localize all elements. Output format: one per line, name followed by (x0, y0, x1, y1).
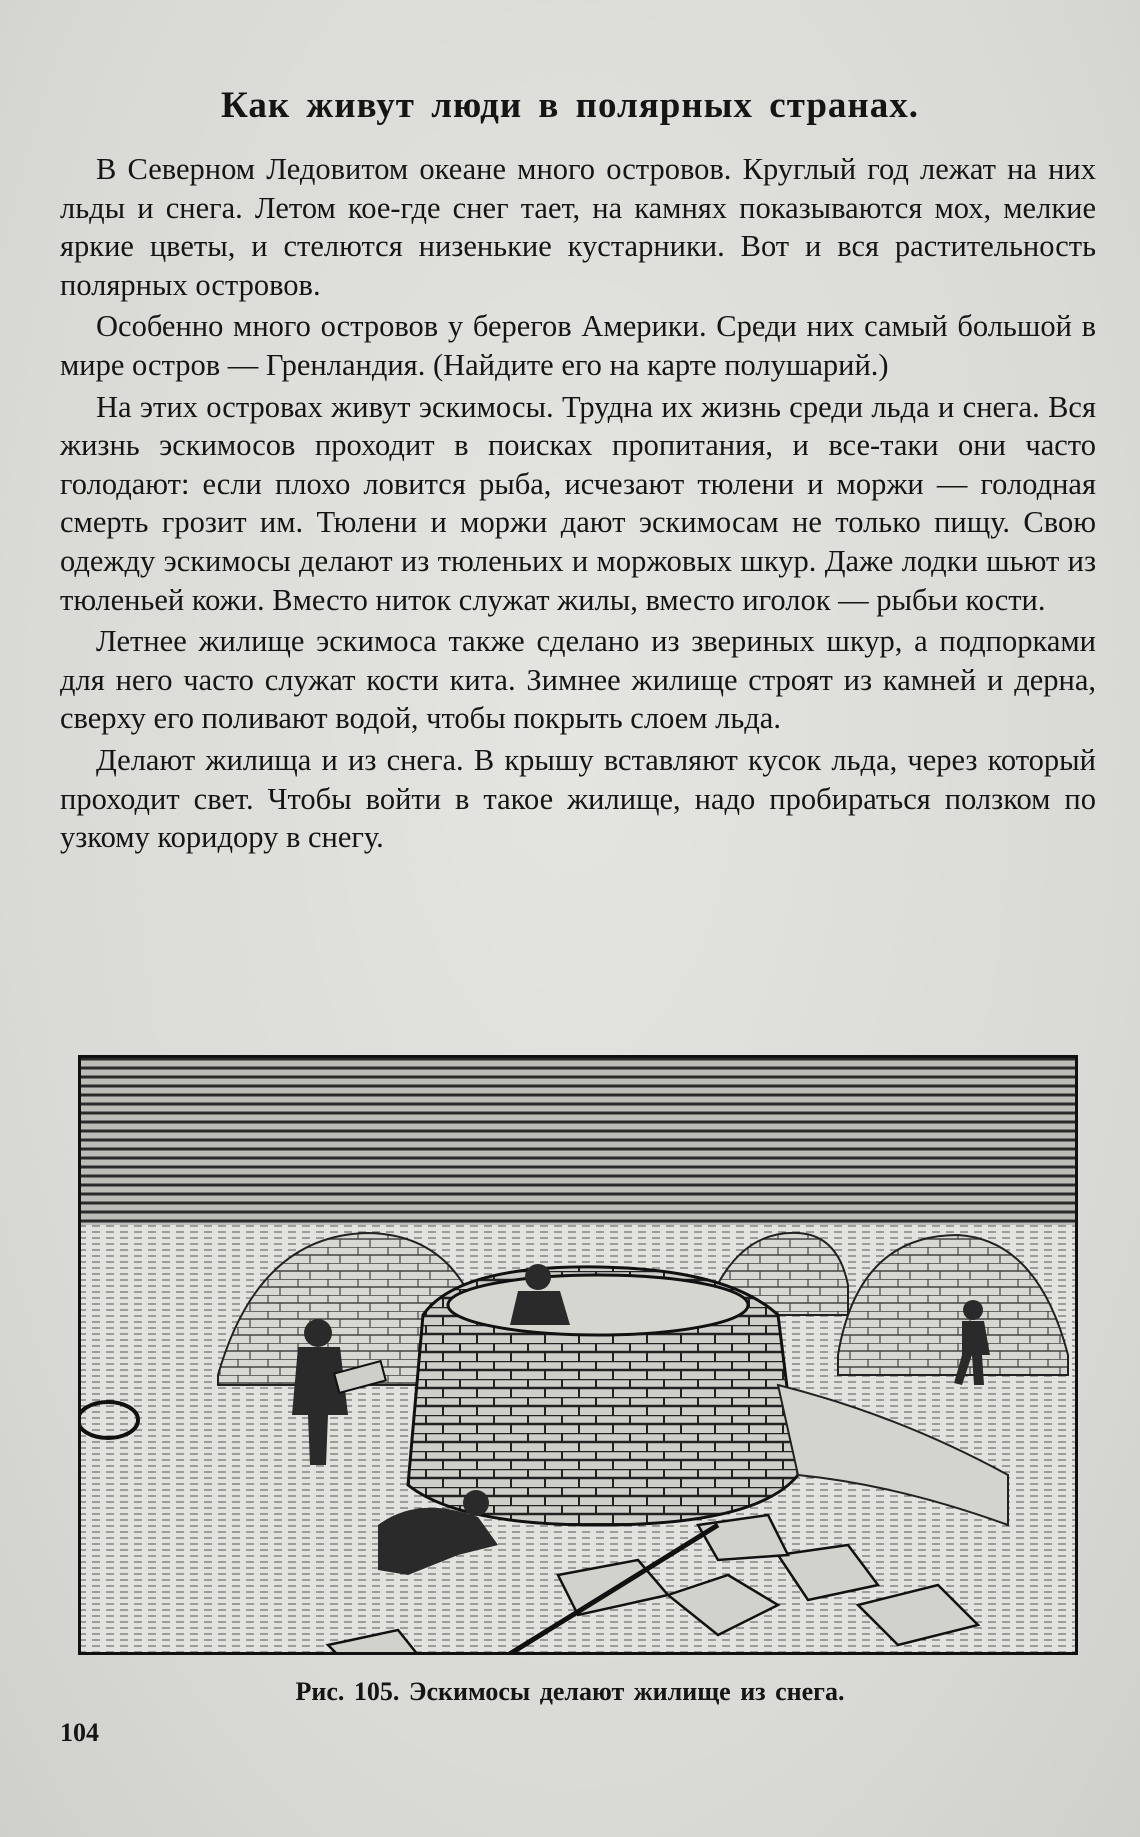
paragraph: Особенно много островов у берегов Америки. Среди них самый большой в мире остров — Гренландия. (Найдите его на карте полушарий.) (60, 309, 1096, 382)
sky-hatching (78, 1055, 1078, 1245)
page-title: Как живут люди в полярных странах. (221, 85, 919, 126)
igloo-opening (448, 1275, 748, 1335)
body-text (60, 150, 1096, 860)
igloo-illustration (78, 1055, 1078, 1655)
paragraph: В Северном Ледовитом океане много островов. Круглый год лежат на них льды и снега. Летом кое-где снег тает, на камнях показываются мох, мелкие яркие цветы, и стелются низенькие кустарники. Вот и вся растительность полярных островов. (60, 152, 1096, 302)
paragraph: На этих островах живут эскимосы. Трудна их жизнь среди льда и снега. Вся жизнь эскимосов проходит в поисках пропитания, и все-таки они часто голодают: если плохо ловится рыба, исчезают тюлени и моржи — голодная смерть грозит им. Тюлени и моржи дают эскимосам не только пищу. Свою одежду эскимосы делают из тюленьих и моржовых шкур. Даже лодки шьют из тюленьей кожи. Вместо ниток служат жилы, вместо иголок — рыбьи кости. (60, 389, 1096, 617)
figure-caption: Рис. 105. Эскимосы делают жилище из снега. (295, 1677, 845, 1706)
paragraph: Делают жилища и из снега. В крышу вставляют кусок льда, через который проходит свет. Чтобы войти в такое жилище, надо пробираться ползком по узкому коридору в снегу. (60, 742, 1096, 855)
paragraph: Летнее жилище эскимоса также сделано из звериных шкур, а подпорками для него часто служат кости кита. Зимнее жилище строят из камней и дерна, сверху его поливают водой, чтобы покрыть слоем льда. (60, 624, 1096, 736)
page-number: 104 (60, 1718, 99, 1747)
